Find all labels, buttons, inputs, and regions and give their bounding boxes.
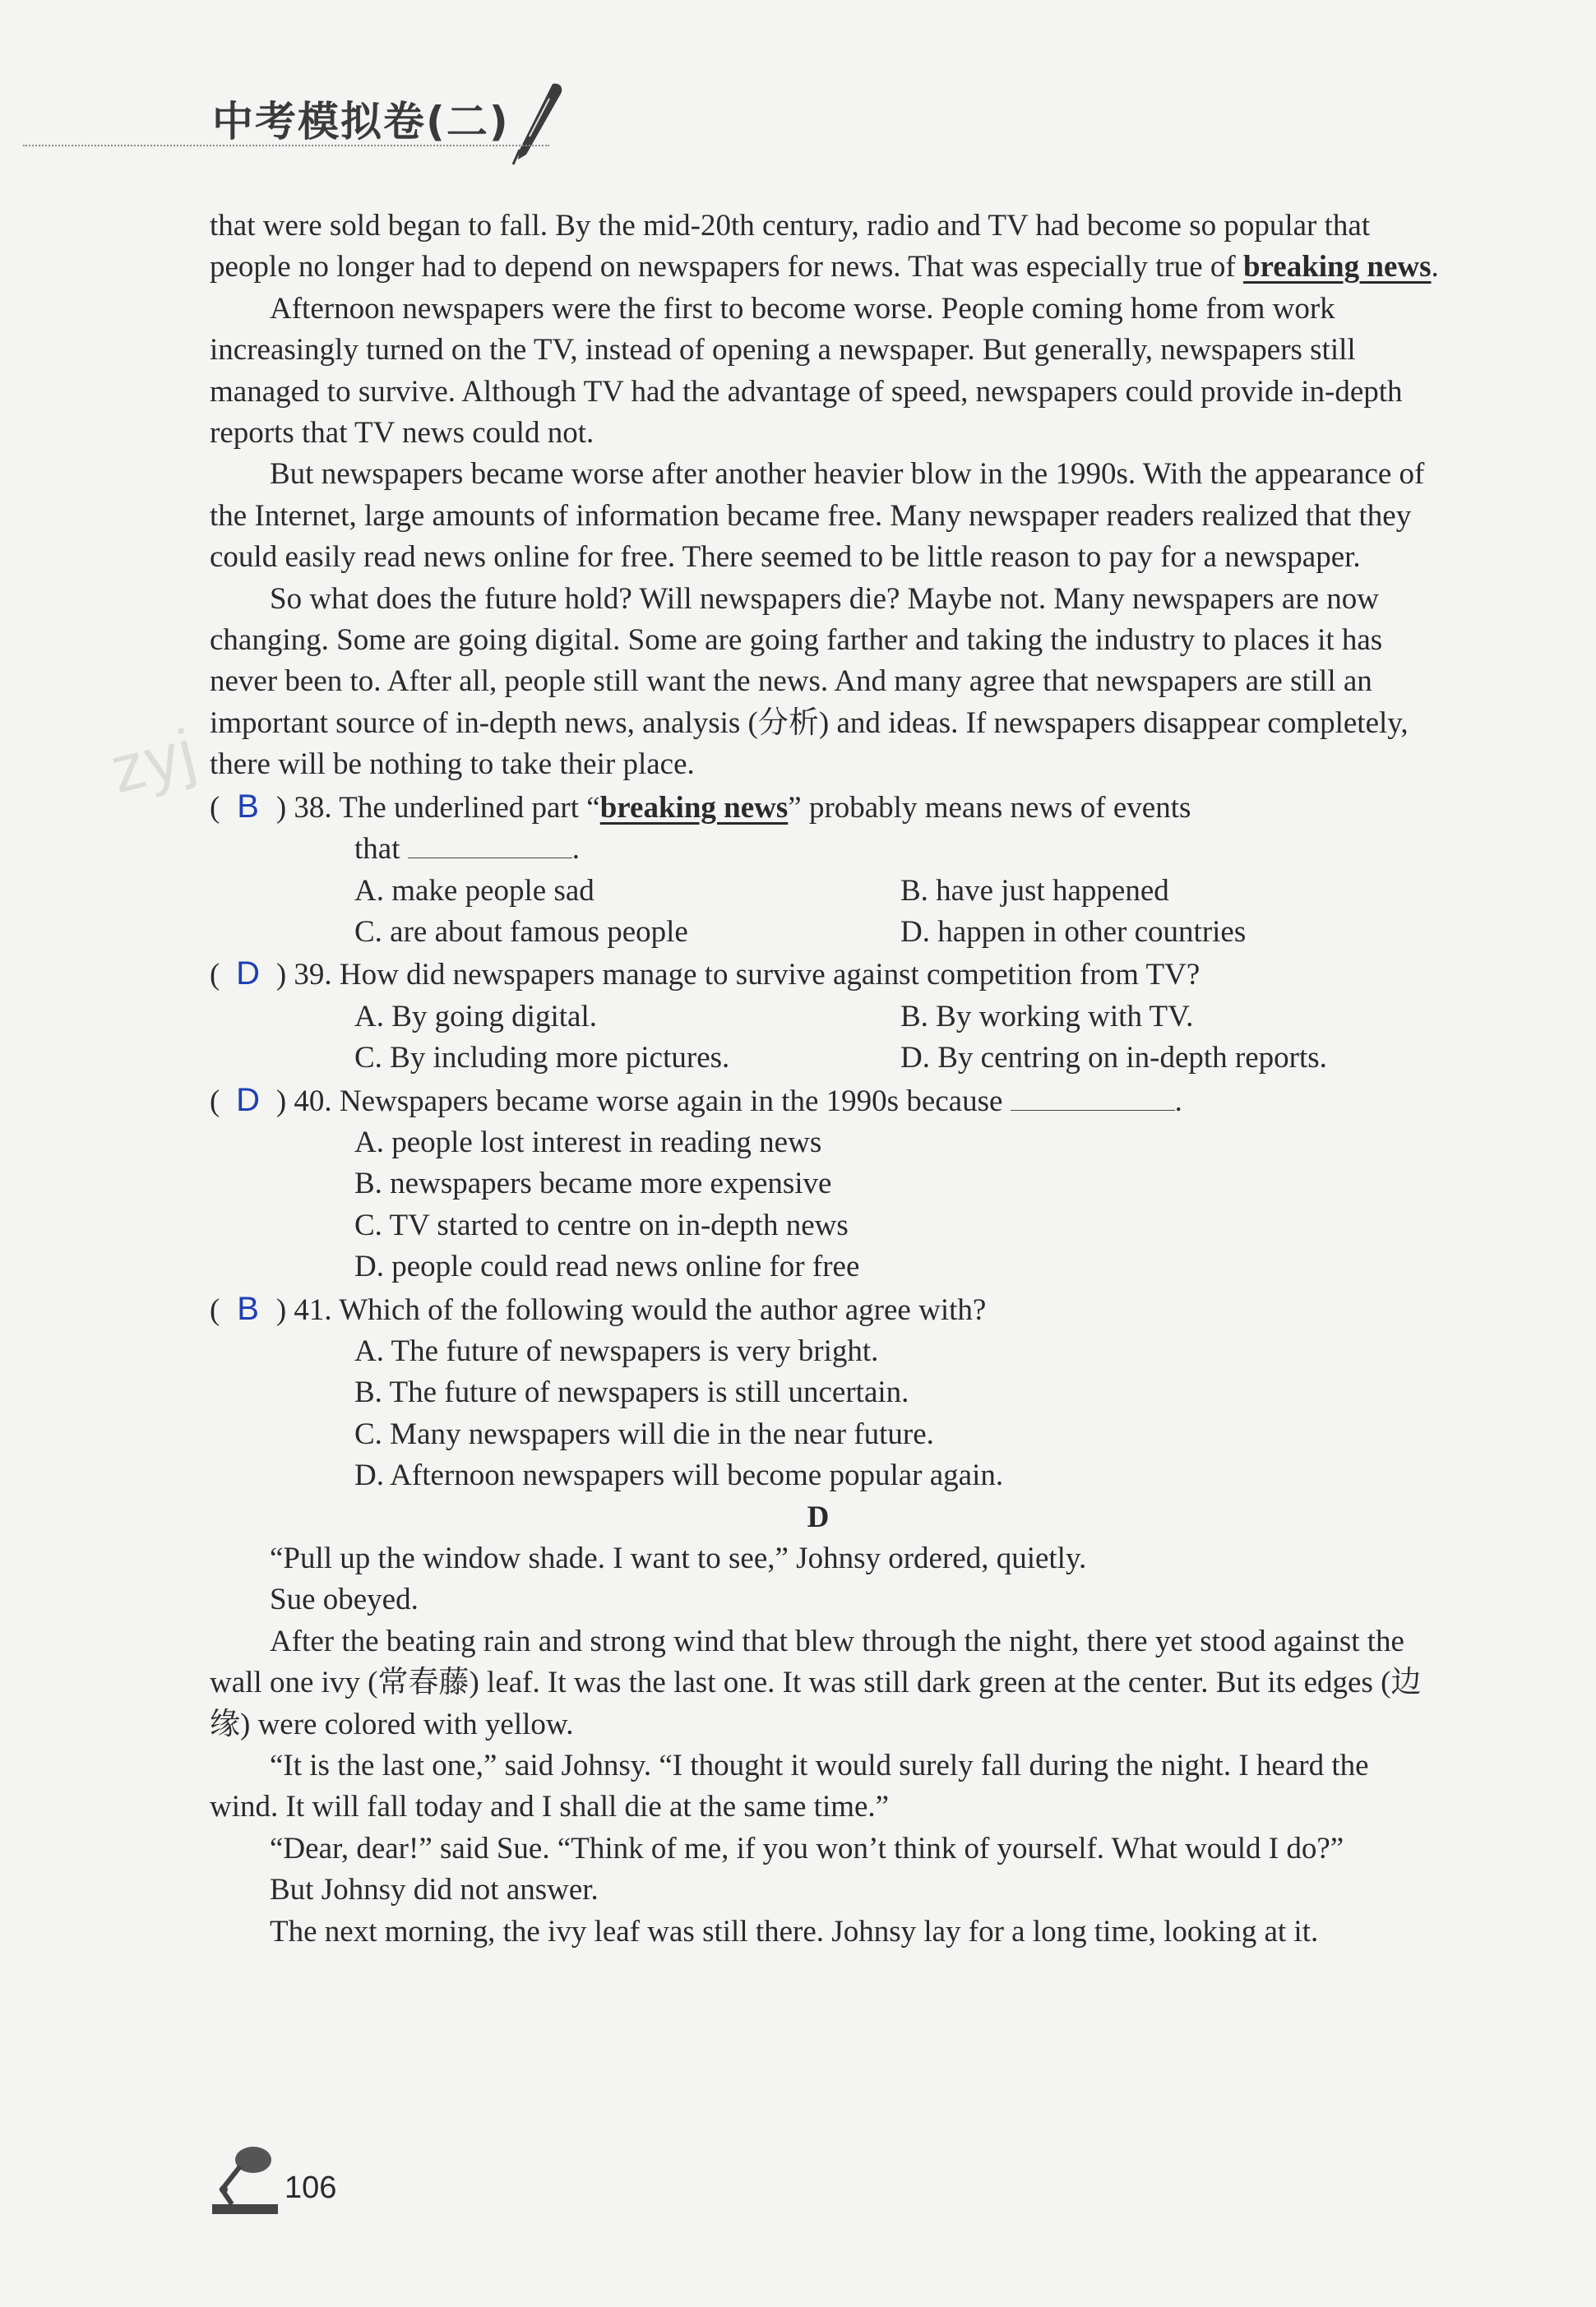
option: A. The future of newspapers is very bright. [354,1334,879,1368]
paragraph: “Pull up the window shade. I want to see,” Johnsy ordered, quietly. [270,1542,1087,1575]
pen-icon [502,79,567,169]
option: C. TV started to centre on in-depth news [354,1208,849,1242]
option: B. The future of newspapers is still uncertain. [354,1375,909,1410]
answer-blank [408,833,572,858]
option: B. By working with TV. [900,999,1194,1033]
options-row [210,912,1443,953]
option: A. make people sad [354,873,594,908]
option: C. are about famous people [354,914,688,949]
page-header-title: 中考模拟卷(二) [212,98,510,146]
watermark: zyj [103,714,204,807]
question-39: ( D ) 39. How did newspapers manage to survive against competition from TV? [210,953,1443,996]
options-row [210,996,1443,1038]
option: B. have just happened [900,873,1169,908]
paragraph: “Dear, dear!” said Sue. “Think of me, if you won’t think of yourself. What would I do?” [270,1831,1344,1865]
reading-passage [210,206,1443,1953]
option: D. happen in other countries [900,914,1247,949]
option: D. By centring on in-depth reports. [900,1041,1327,1075]
paragraph: So what does the future hold? Will newspapers die? Maybe not. Many newspapers are now changing. Some are going digital. Some are going farther and taking the industry to places it has never been to. After all, people still want the news. And many agree that newspapers are still an important source of in-depth news, analysis (分析) and ideas. If newspapers disappear completely, there will be nothing to take their place. [210,581,1409,782]
answer-39: D [236,955,261,992]
paragraph: that were sold began to fall. By the mid-20th century, radio and TV had become so popular that people no longer had to depend on newspapers for news. That was especially true of breaking news. [210,209,1439,284]
option: B. newspapers became more expensive [354,1167,832,1201]
options-row [210,871,1443,912]
paragraph: “It is the last one,” said Johnsy. “I thought it would surely fall during the night. I heard the wind. It will fall today and I shall die at the same time.” [210,1749,1369,1824]
paragraph: But Johnsy did not answer. [270,1873,599,1907]
options-row [210,1038,1443,1079]
underlined-phrase: breaking news [1242,250,1432,284]
answer-blank [1011,1085,1175,1111]
option: A. By going digital. [354,999,597,1033]
question-38-cont: that . [354,832,580,867]
paragraph: Sue obeyed. [270,1583,419,1617]
option: D. Afternoon newspapers will become popular again. [354,1459,1004,1493]
paragraph: The next morning, the ivy leaf was still there. Johnsy lay for a long time, looking at it. [270,1914,1319,1949]
answer-40: D [236,1081,261,1118]
header-divider [23,145,549,146]
option: D. people could read news online for free [354,1250,860,1284]
paragraph: But newspapers became worse after another heavier blow in the 1990s. With the appearance of the Internet, large amounts of information became free. Many newspaper readers realized that they could easily read news online for free. There seemed to be little reason to pay for a newspaper. [210,457,1425,575]
option: C. Many newspapers will die in the near future. [354,1417,934,1451]
paragraph: Afternoon newspapers were the first to become worse. People coming home from work increasingly turned on the TV, instead of opening a newspaper. But generally, newspapers still managed to survive. Although TV had the advantage of speed, newspapers could provide in-depth reports that TV news could not. [210,291,1403,451]
reading-lamp-icon [207,2142,283,2216]
option: C. By including more pictures. [354,1041,730,1075]
question-41: ( B ) 41. Which of the following would the author agree with? [210,1288,1443,1331]
option: A. people lost interest in reading news [354,1125,822,1159]
question-40: ( D ) 40. Newspapers became worse again in the 1990s because . [210,1080,1443,1122]
answer-38: B [237,788,259,825]
page-number: 106 [285,2171,337,2205]
question-38: ( B ) 38. The underlined part “breaking news” probably means news of events [210,786,1443,829]
section-heading: D [807,1500,830,1534]
answer-41: B [237,1290,259,1327]
paragraph: After the beating rain and strong wind that blew through the night, there yet stood against the wall one ivy (常春藤) leaf. It was the last one. It was still dark green at the center. But its edges (边缘) were colored with yellow. [210,1624,1422,1741]
